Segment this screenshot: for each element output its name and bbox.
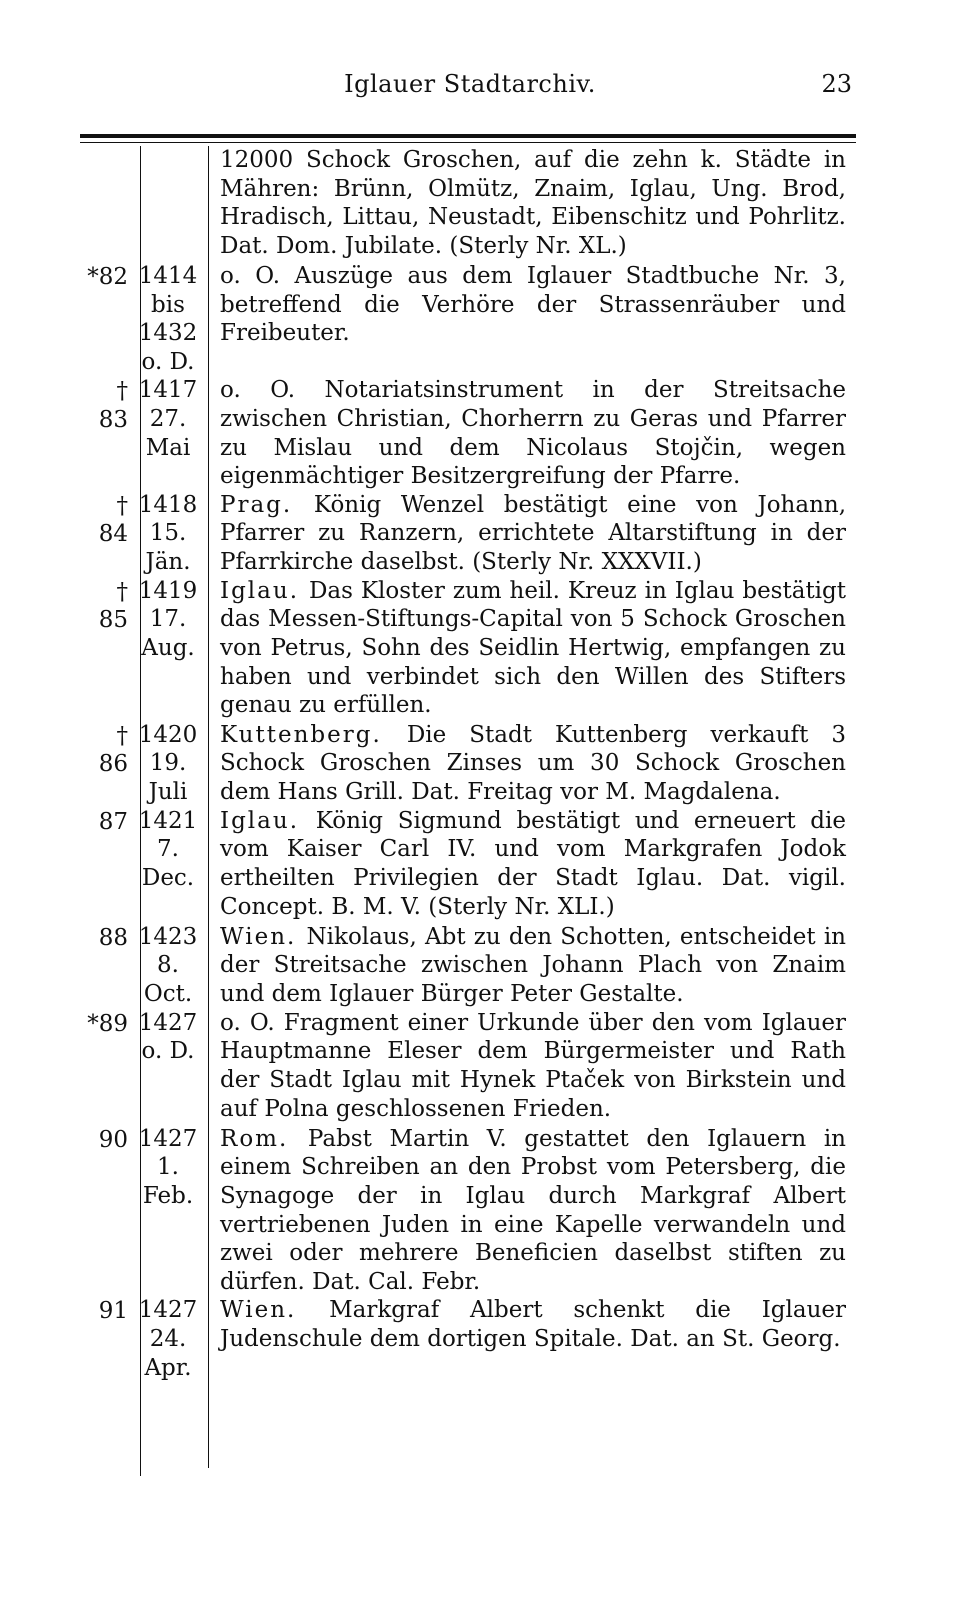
entry-number: † 86 xyxy=(98,722,128,778)
entry-number: 90 xyxy=(98,1126,128,1153)
entry-body: o. O. Fragment einer Urkunde über den vom Iglauer Hauptmanne Eleser dem Bürgermeister und Rath der Stadt Iglau mit Hynek Ptaček von Birkstein und auf Polna geschlossenen Frieden. xyxy=(220,1009,846,1122)
entry-date xyxy=(128,1125,204,1211)
entry-date xyxy=(128,262,204,376)
entry-date xyxy=(128,1009,204,1066)
entry-date-line: 1427 xyxy=(138,1009,198,1036)
entry-body: König Wenzel bestätigt eine von Johann, Pfarrer zu Ranzern, errichtete Altarstiftung in der Pfarrkirche daselbst. (Sterly Nr. XXXVII.) xyxy=(220,491,847,575)
entry-body: Das Kloster zum heil. Kreuz in Iglau bestätigt das Messen-Stiftungs-Capital von 5 Schock Groschen von Petrus, Sohn des Seidlin Hertwig, empfangen zu haben und verbindet sich den Willen des Stifters genau zu erfüllen. xyxy=(220,577,847,719)
entry-date-line: Feb. xyxy=(142,1182,194,1209)
entry-text xyxy=(220,1125,846,1297)
entry-date-line: 1417 xyxy=(138,377,198,404)
entry-row xyxy=(80,923,860,1009)
entry-date-line: Dec. xyxy=(141,864,195,891)
entry-place: Iglau. xyxy=(220,577,309,604)
entry-text xyxy=(220,721,846,807)
entry-date-line: 15. xyxy=(149,520,187,547)
entry-number: † 84 xyxy=(98,492,128,548)
page-header xyxy=(80,70,860,106)
entry-body: o. O. Auszüge aus dem Iglauer Stadtbuche Nr. 3, betreffend die Verhöre der Strassenräuber und Freibeuter. xyxy=(220,263,846,347)
entry-date xyxy=(128,923,204,1009)
running-title: Iglauer Stadtarchiv. xyxy=(344,70,596,98)
entry-place: Kuttenberg. xyxy=(220,721,407,748)
entry-number: † 83 xyxy=(98,378,128,433)
entry-body: Markgraf Albert schenkt die Iglauer Judenschule dem dortigen Spitale. Dat. an St. Georg. xyxy=(220,1297,846,1352)
entry-date-line: 1419 xyxy=(138,577,198,604)
entry-number xyxy=(80,146,128,147)
entry-text xyxy=(220,807,846,921)
entry-row xyxy=(80,1296,860,1386)
entry-date-line: 8. xyxy=(157,952,179,979)
entry-date-line: Jän. xyxy=(145,548,191,575)
entry-body: König Sigmund bestätigt und erneuert die vom Kaiser Carl IV. und vom Markgrafen Jodok ertheilten Privilegien der Stadt Iglau. Dat. vigil. Concept. B. M. V. (Sterly Nr. XLI.) xyxy=(220,807,846,920)
entry-date-line: 1432 xyxy=(138,320,198,347)
entry-row xyxy=(80,376,860,490)
entry-number: † 85 xyxy=(98,578,128,634)
entry-date-line: 24. xyxy=(149,1325,187,1352)
entry-text xyxy=(220,923,846,1009)
entry-row xyxy=(80,807,860,923)
entry-number: *89 xyxy=(87,1010,128,1037)
entry-date-line: 1420 xyxy=(138,721,198,748)
entry-date-line: 7. xyxy=(157,836,179,863)
header-rule-thin xyxy=(80,142,856,143)
entry-place: Wien. xyxy=(220,1297,330,1324)
entry-date xyxy=(128,376,204,462)
entry-number: 87 xyxy=(98,808,128,835)
entry-date-line: Oct. xyxy=(143,980,193,1007)
entry-row xyxy=(80,491,860,577)
entry-date-line: Mai xyxy=(145,434,191,461)
entry-text xyxy=(220,146,846,260)
entry-row xyxy=(80,577,860,721)
entry-place: Wien. xyxy=(220,923,307,950)
entry-number: 91 xyxy=(98,1298,128,1325)
entry-date-line: 1. xyxy=(157,1154,179,1181)
entry-text xyxy=(220,491,846,577)
entry-date xyxy=(128,721,204,807)
entry-text xyxy=(220,1296,846,1353)
entry-date-line: 19. xyxy=(149,750,187,777)
entry-date-line: 1427 xyxy=(138,1297,198,1324)
entry-date-line: 1414 xyxy=(138,263,198,289)
entry-date-line: Apr. xyxy=(144,1354,192,1381)
entry-date xyxy=(128,577,204,663)
entry-place: Rom. xyxy=(220,1125,308,1152)
entry-date-line: 1418 xyxy=(138,491,198,518)
entry-body: 12000 Schock Groschen, auf die zehn k. Städte in Mähren: Brünn, Olmütz, Znaim, Iglau, Ung. Brod, Hradisch, Littau, Neustadt, Eibenschitz und Pohrlitz. Dat. Dom. Jubilate. (Sterly Nr. XL.) xyxy=(220,147,846,259)
regesta-list xyxy=(80,146,860,1386)
entry-number: 88 xyxy=(98,924,128,951)
entry-date-line: bis xyxy=(151,291,185,318)
entry-place: Prag. xyxy=(220,491,314,518)
entry-text xyxy=(220,376,846,490)
entry-date-line: Juli xyxy=(148,778,188,805)
entry-date xyxy=(128,807,204,893)
entry-date-line: 1423 xyxy=(138,923,198,950)
entry-row xyxy=(80,262,860,376)
entry-row xyxy=(80,721,860,807)
entry-number: *82 xyxy=(87,264,128,290)
header-rule-thick xyxy=(80,134,856,138)
entry-date-line: Aug. xyxy=(141,634,195,661)
entry-date-line: 17. xyxy=(149,606,187,633)
entry-body: Nikolaus, Abt zu den Schotten, entscheidet in der Streitsache zwischen Johann Plach von Znaim und dem Iglauer Bürger Peter Gestalte. xyxy=(220,923,846,1007)
entry-date-line: 1427 xyxy=(138,1125,198,1152)
entry-row xyxy=(80,1125,860,1297)
entry-row xyxy=(80,1009,860,1125)
entry-date xyxy=(128,1296,204,1382)
page-number: 23 xyxy=(821,70,852,98)
entry-date xyxy=(128,491,204,577)
entry-text xyxy=(220,577,846,720)
entry-body: Die Stadt Kuttenberg verkauft 3 Schock Groschen Zinses um 30 Schock Groschen dem Hans Grill. Dat. Freitag vor M. Magdalena. xyxy=(220,721,846,805)
entry-body: o. O. Notariatsinstrument in der Streitsache zwischen Christian, Chorherrn zu Geras und Pfarrer zu Mislau und dem Nicolaus Stojčin, wegen eigenmächtiger Besitzergreifung der Pfarre. xyxy=(220,377,846,490)
entry-text xyxy=(220,262,846,348)
entry-body: Pabst Martin V. gestattet den Iglauern in einem Schreiben an den Probst vom Petersberg, die Synagoge der in Iglau durch Markgraf Albert vertriebenen Juden in eine Kapelle verwandeln und zwei oder mehrere Beneficien daselbst stiften zu dürfen. Dat. Cal. Febr. xyxy=(220,1125,847,1295)
entry-date-line: 1421 xyxy=(138,807,198,834)
entry-date-line: 27. xyxy=(149,405,187,432)
entry-row xyxy=(80,146,860,262)
entry-text xyxy=(220,1009,846,1123)
entry-place: Iglau. xyxy=(220,807,316,834)
entry-date-line: o. D. xyxy=(141,1038,195,1065)
entry-date-line: o. D. xyxy=(141,348,195,375)
